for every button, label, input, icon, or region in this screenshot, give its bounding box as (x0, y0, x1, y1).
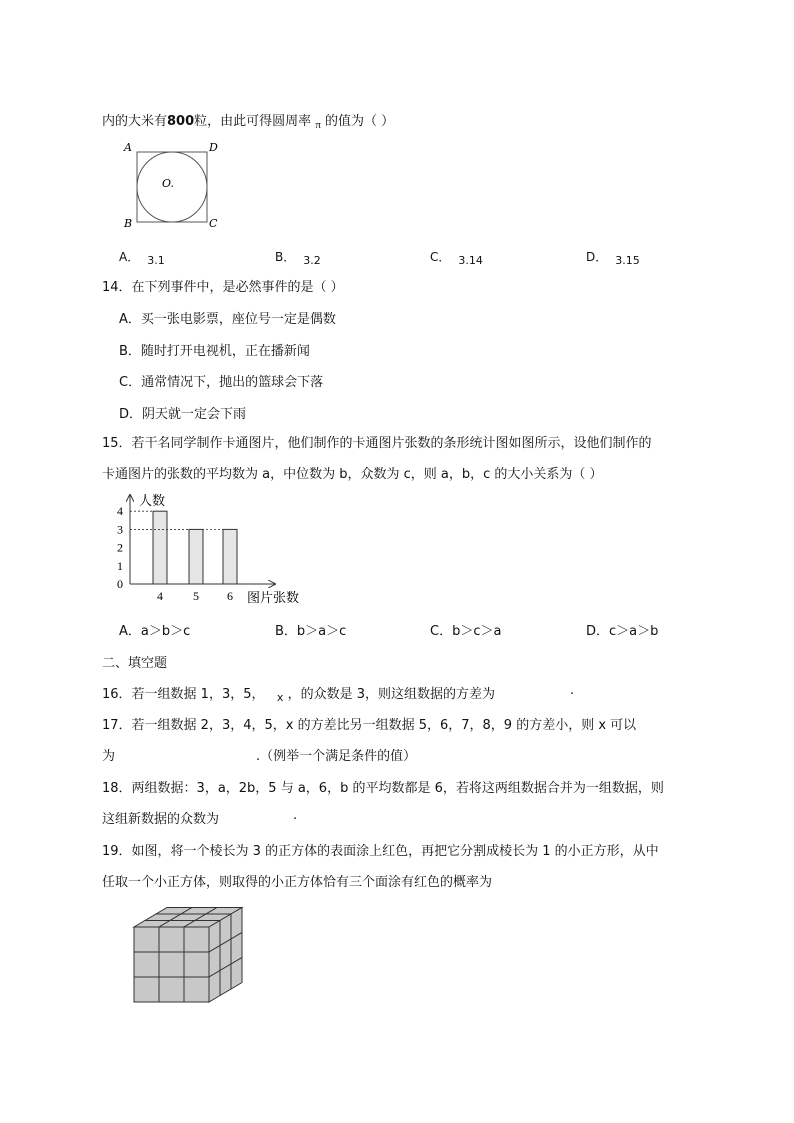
bar (223, 529, 237, 584)
pi-symbol: π (315, 119, 321, 131)
q14-stem: 14．在下列事件中，是必然事件的是（ ） (102, 280, 344, 295)
option-letter: A． (119, 250, 140, 264)
cube-front-cell (159, 927, 184, 952)
q13-option-b[interactable] (275, 248, 321, 265)
q13-option-c[interactable] (430, 248, 483, 265)
q16-variable-x: x (276, 691, 284, 704)
label-c: C (209, 217, 218, 230)
q18-stem-line1: 18．两组数据：3，a，2b，5 与 a，6，b 的平均数都是 6，若将这两组数据合并为一组数据，则 (102, 781, 664, 796)
y-tick-label: 4 (117, 504, 123, 519)
option-letter: B． (275, 250, 296, 264)
option-value: 3.15 (615, 254, 640, 267)
cube-front-cell (134, 952, 159, 977)
label-a: A (124, 141, 132, 154)
q13-number: 800 (167, 114, 195, 129)
q17-text-post: .（例举一个满足条件的值） (256, 749, 417, 764)
q15-option-a[interactable]: A．a＞b＞c (119, 624, 191, 639)
cube-front-cell (184, 952, 209, 977)
bar (153, 511, 167, 584)
q17-stem-line1: 17．若一组数据 2，3，4，5，x 的方差比另一组数据 5，6，7，8，9 的方差小，则 x 可以 (102, 718, 637, 733)
x-tick-label: 4 (157, 589, 163, 603)
q15-option-c[interactable]: C．b＞c＞a (430, 624, 502, 639)
label-o: O. (162, 177, 174, 190)
cube-figure (130, 905, 250, 1010)
q18-stem-line2: 这组新数据的众数为 (102, 812, 220, 827)
label-b: B (124, 217, 133, 230)
cube-front-cell (134, 977, 159, 1002)
q13-text-post: 的值为（ ） (325, 114, 395, 129)
q14-option-a[interactable]: A．买一张电影票，座位号一定是偶数 (119, 312, 336, 327)
q16-stem (102, 683, 495, 702)
q19-stem-line2: 任取一个小正方体，则取得的小正方体恰有三个面涂有红色的概率为 (102, 875, 493, 890)
q15-stem-line1: 15．若干名同学制作卡通图片，他们制作的卡通图片张数的条形统计图如图所示，设他们制作的 (102, 436, 652, 451)
chart-marks (117, 504, 237, 603)
y-tick-label: 0 (117, 577, 123, 591)
q19-stem-line1: 19．如图，将一个棱长为 3 的正方体的表面涂上红色，再把它分割成棱长为 1 的小正方形，从中 (102, 844, 659, 859)
q18-end-period: . (293, 808, 298, 823)
q13-option-a[interactable] (119, 248, 165, 265)
q13-stem (102, 110, 394, 129)
x-tick-label: 6 (227, 589, 233, 603)
q13-text-pre: 内的大米有 (102, 114, 168, 129)
option-value: 3.1 (147, 254, 165, 267)
y-tick-label: 1 (117, 558, 123, 573)
q15-stem-line2: 卡通图片的张数的平均数为 a，中位数为 b，众数为 c，则 a，b，c 的大小关系为（ ） (102, 467, 603, 482)
square-circle-figure (118, 138, 228, 230)
q13-option-d[interactable] (586, 248, 640, 265)
cube-front-cell (184, 977, 209, 1002)
q14-option-c[interactable]: C．通常情况下，抛出的篮球会下落 (119, 375, 324, 390)
option-letter: D． (586, 250, 608, 264)
section-title-fill-blank: 二、填空题 (102, 656, 168, 671)
q15-option-d[interactable]: D．c＞a＞b (586, 624, 659, 639)
option-letter: C． (430, 250, 451, 264)
q16-text-pre: 16．若一组数据 1，3，5， (102, 687, 265, 702)
q14-option-d[interactable]: D．阴天就一定会下雨 (119, 407, 247, 422)
cube-front-cell (184, 927, 209, 952)
x-tick-label: 5 (193, 589, 199, 603)
bar (189, 529, 203, 584)
cube-front-cell (134, 927, 159, 952)
cube-front-cell (159, 977, 184, 1002)
q16-text-post: ，的众数是 3，则这组数据的方差为 (287, 687, 495, 702)
option-value: 3.14 (458, 254, 483, 267)
q15-option-b[interactable]: B．b＞a＞c (275, 624, 347, 639)
y-tick-label: 2 (117, 540, 123, 555)
q14-option-b[interactable]: B．随时打开电视机，正在播新闻 (119, 344, 310, 359)
bar-chart (110, 490, 320, 608)
y-axis-label: 人数 (139, 494, 166, 509)
y-tick-label: 3 (117, 522, 123, 537)
q17-text-pre: 为 (102, 749, 116, 764)
q13-text-mid: 粒，由此可得圆周率 (194, 114, 312, 129)
x-axis-label: 图片张数 (247, 591, 300, 606)
q16-end-period: . (570, 683, 575, 698)
label-d: D (209, 141, 218, 154)
cube-front-cell (159, 952, 184, 977)
option-value: 3.2 (303, 254, 321, 267)
